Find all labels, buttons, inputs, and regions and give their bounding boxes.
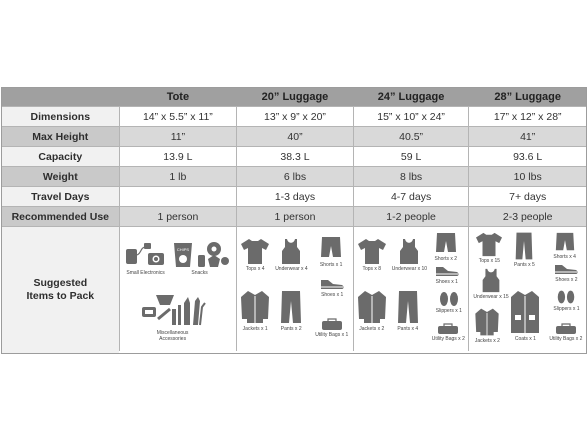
- header-24-luggage: 24” Luggage: [353, 88, 469, 106]
- shoes-item: [319, 277, 345, 298]
- pants-icon: [513, 231, 535, 261]
- accessories-icon: [140, 289, 206, 329]
- slippers-label: Slippers x 1: [553, 306, 580, 312]
- cell-value: 1 lb: [119, 167, 237, 186]
- utility-bags-label: Utility Bags x 2: [431, 336, 465, 342]
- lug20-items: [236, 227, 353, 351]
- shoes-item: [434, 265, 460, 285]
- shoes-label: Shoes x 1: [435, 279, 458, 285]
- tshirt-icon: [475, 231, 503, 257]
- row-label: Recommended Use: [2, 207, 119, 226]
- tshirt-icon: [357, 237, 387, 265]
- cell-value: 1-3 days: [236, 187, 353, 206]
- pants-item: [513, 231, 535, 268]
- tops-item: [475, 231, 503, 264]
- jackets-item: [356, 289, 388, 332]
- jacket-icon: [473, 307, 501, 337]
- snacks-icon: [170, 241, 230, 269]
- shorts-icon: [434, 231, 458, 255]
- slippers-label: Slippers x 1: [435, 308, 462, 314]
- shorts-icon: [319, 235, 343, 261]
- tanktop-icon: [477, 267, 505, 293]
- pants-item: [396, 289, 420, 332]
- slippers-item: [436, 291, 462, 314]
- header-row: [2, 88, 586, 106]
- coats-item: [509, 289, 541, 342]
- cell-value: 6 lbs: [236, 167, 353, 186]
- tanktop-icon: [394, 237, 424, 265]
- tops-label: Tops x 15: [478, 258, 501, 264]
- row-weight: [2, 166, 586, 186]
- jacket-icon: [356, 289, 388, 325]
- shoe-icon: [434, 265, 460, 278]
- coats-label: Coats x 1: [514, 336, 536, 342]
- pants-label: Pants x 5: [513, 262, 535, 268]
- cell-value: 7+ days: [468, 187, 586, 206]
- cell-value: 38.3 L: [236, 147, 353, 166]
- underwear-item: [473, 267, 508, 300]
- lug28-items: [468, 227, 586, 351]
- shoe-icon: [553, 263, 579, 276]
- utility-bag-icon: [554, 323, 578, 335]
- shorts-label: Shorts x 2: [434, 256, 458, 262]
- shoes-label: Shoes x 1: [321, 292, 344, 298]
- utility-bags-label: Utility Bags x 1: [315, 332, 349, 338]
- cell-value: 41”: [468, 127, 586, 146]
- row-capacity: [2, 146, 586, 166]
- cell-value: 1 person: [236, 207, 353, 226]
- jackets-item: [239, 289, 271, 332]
- cell-value: 1 person: [119, 207, 237, 226]
- row-label-suggested: [2, 227, 119, 353]
- cell-value: 13” x 9” x 20”: [236, 107, 353, 126]
- header-20-luggage: 20” Luggage: [236, 88, 353, 106]
- header-28-luggage: 28” Luggage: [468, 88, 586, 106]
- chips-text: CHIPS: [176, 247, 189, 252]
- small-electronics-item: [124, 241, 168, 276]
- small-electronics-label: Small Electronics: [126, 270, 165, 276]
- pants-icon: [279, 289, 303, 325]
- misc-accessories-label-2: Accessories: [159, 336, 187, 342]
- tops-label: Tops x 4: [245, 266, 265, 272]
- utility-bag-icon: [436, 323, 460, 335]
- slippers-icon: [555, 289, 577, 305]
- jacket-icon: [239, 289, 271, 325]
- snacks-item: [170, 241, 230, 276]
- cell-value: 14” x 5.5” x 11”: [119, 107, 237, 126]
- cell-value: 17” x 12” x 28”: [468, 107, 586, 126]
- shoe-icon: [319, 277, 345, 291]
- cell-value: [119, 187, 237, 206]
- shorts-item: [553, 231, 576, 260]
- jackets-label: Jackets x 1: [242, 326, 268, 332]
- row-max-height: [2, 126, 586, 146]
- row-recommended-use: [2, 206, 586, 226]
- row-label: Capacity: [2, 147, 119, 166]
- misc-accessories-label-1: Miscellaneous: [156, 330, 189, 336]
- shorts-item: [319, 235, 343, 268]
- slippers-item: [553, 289, 579, 312]
- utility-bags-item: [549, 323, 582, 342]
- cell-value: 59 L: [353, 147, 469, 166]
- header-tote: Tote: [119, 88, 237, 106]
- tshirt-icon: [240, 237, 270, 265]
- underwear-label: Underwear x 10: [391, 266, 428, 272]
- cell-value: 8 lbs: [353, 167, 469, 186]
- misc-accessories-item: [140, 289, 206, 342]
- cell-value: 10 lbs: [468, 167, 586, 186]
- row-travel-days: [2, 186, 586, 206]
- underwear-label: Underwear x 15: [473, 294, 509, 300]
- cell-value: 2-3 people: [468, 207, 586, 226]
- suggested-label-line1: Suggested: [33, 277, 88, 289]
- pants-label: Pants x 2: [280, 326, 302, 332]
- underwear-item: [392, 237, 427, 272]
- row-label: Travel Days: [2, 187, 119, 206]
- row-suggested-items: [2, 226, 586, 353]
- coat-icon: [509, 289, 541, 335]
- cell-value: 93.6 L: [468, 147, 586, 166]
- shoes-item: [553, 263, 579, 283]
- tops-label: Tops x 8: [362, 266, 382, 272]
- utility-bags-label: Utility Bags x 2: [549, 336, 583, 342]
- cell-value: 1-2 people: [353, 207, 469, 226]
- tops-item: [240, 237, 270, 272]
- utility-bag-icon: [320, 317, 344, 331]
- shorts-label: Shorts x 4: [553, 254, 576, 260]
- pants-item: [279, 289, 303, 332]
- snacks-label: Snacks: [191, 270, 208, 276]
- shorts-label: Shorts x 1: [319, 262, 343, 268]
- jackets-label: Jackets x 2: [359, 326, 385, 332]
- tops-item: [357, 237, 387, 272]
- comparison-table: [1, 87, 587, 354]
- shorts-icon: [554, 231, 576, 253]
- row-label: Dimensions: [2, 107, 119, 126]
- header-corner: [2, 88, 119, 106]
- cell-value: 40.5”: [353, 127, 469, 146]
- cell-value: 15” x 10” x 24”: [353, 107, 469, 126]
- cell-value: 11”: [119, 127, 237, 146]
- row-label: Max Height: [2, 127, 119, 146]
- shorts-item: [434, 231, 458, 262]
- electronics-icon: [124, 241, 168, 269]
- utility-bags-item: [432, 323, 465, 342]
- row-label: Weight: [2, 167, 119, 186]
- utility-bags-item: [315, 317, 348, 338]
- lug24-items: [353, 227, 469, 351]
- underwear-label: Underwear x 4: [275, 266, 308, 272]
- slippers-icon: [437, 291, 461, 307]
- underwear-item: [275, 237, 308, 272]
- jackets-item: [473, 307, 501, 344]
- cell-value: 13.9 L: [119, 147, 237, 166]
- pants-icon: [396, 289, 420, 325]
- pants-label: Pants x 4: [397, 326, 419, 332]
- shoes-label: Shoes x 2: [555, 277, 578, 283]
- jackets-label: Jackets x 2: [474, 338, 500, 344]
- cell-value: 40”: [236, 127, 353, 146]
- row-dimensions: [2, 106, 586, 126]
- tanktop-icon: [276, 237, 306, 265]
- suggested-label-line2: Items to Pack: [26, 290, 95, 302]
- tote-items: [119, 227, 237, 351]
- cell-value: 4-7 days: [353, 187, 469, 206]
